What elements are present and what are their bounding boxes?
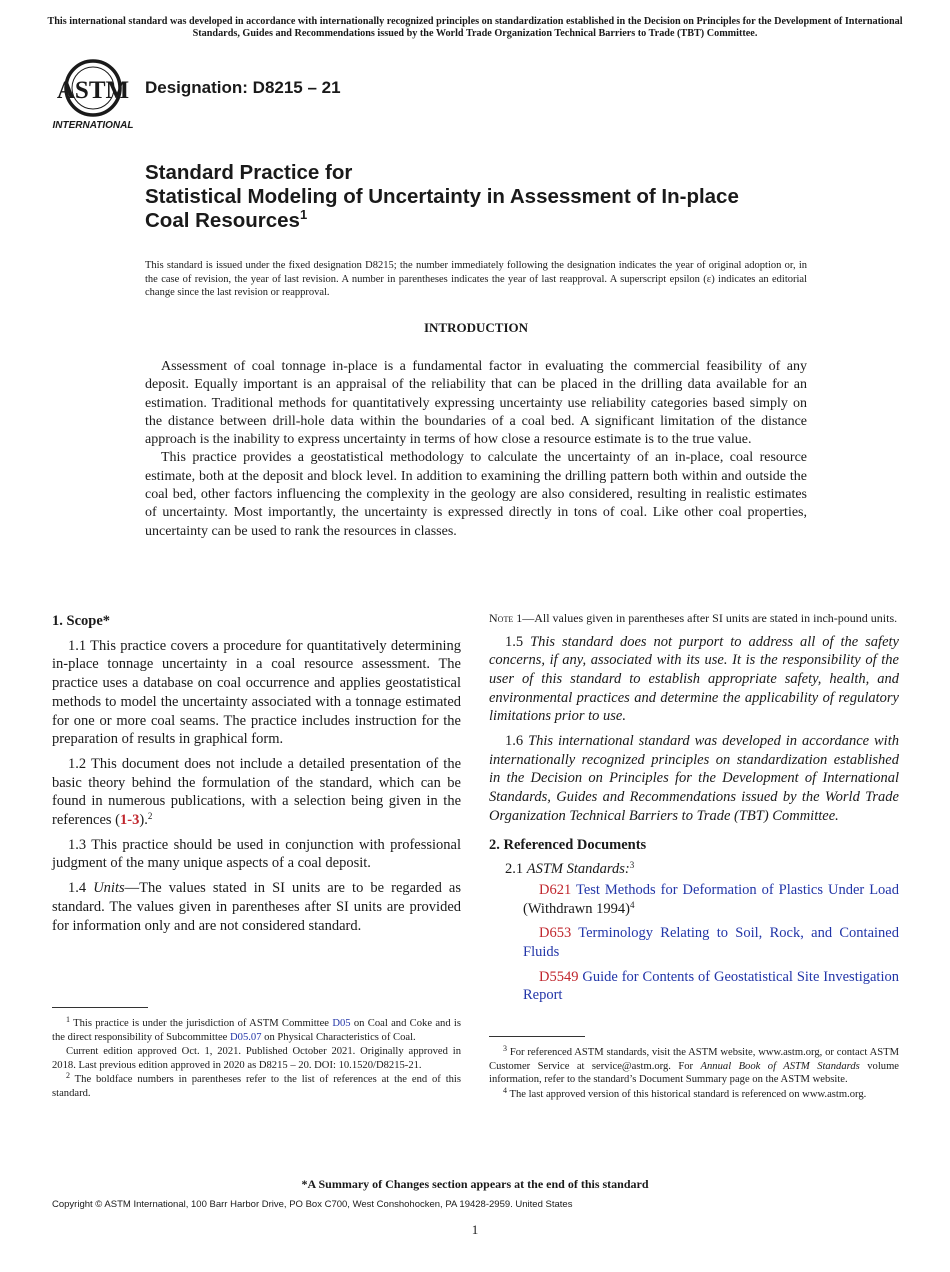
section-1-3: 1.3 This practice should be used in conjunction with professional judgment of the many unique aspects of a coal deposit.: [52, 836, 461, 872]
ref-extra: (Withdrawn 1994): [523, 900, 630, 917]
summary-of-changes-notice: *A Summary of Changes section appears at the end of this standard: [301, 1177, 649, 1191]
note-1: [489, 611, 899, 627]
ref-code[interactable]: D5549: [539, 968, 579, 985]
introduction-heading: INTRODUCTION: [423, 320, 528, 335]
footnote-4: [489, 1085, 899, 1102]
fn3-mark: 3: [503, 1044, 507, 1053]
subcommittee-d05-07-link[interactable]: D05.07: [230, 1031, 262, 1043]
page-number: 1: [471, 1222, 479, 1237]
footnote-mark-2: 2: [147, 811, 153, 822]
committee-d05-link[interactable]: D05: [332, 1018, 351, 1029]
scope-heading: 1. Scope*: [52, 613, 110, 629]
fn1-text-c: on Physical Characteristics of Coal.: [264, 1031, 416, 1043]
fn1-mark: 1: [66, 1015, 70, 1024]
fn3-text-a: For referenced ASTM standards, visit the ASTM website, www.astm.org, or contact ASTM Customer Service at service@astm.org. For: [489, 1047, 900, 1072]
footnote-mark-3: 3: [629, 860, 635, 871]
title-line2: Statistical Modeling of Uncertainty in Assessment of In-place Coal Resources: [145, 185, 739, 232]
document-title: [145, 161, 785, 233]
section-1-6: [489, 732, 899, 826]
footnote-mark-4: 4: [629, 899, 635, 910]
ref-title[interactable]: Terminology Relating to Soil, Rock, and Contained Fluids: [523, 925, 899, 961]
ref-d653[interactable]: [489, 924, 899, 961]
fn1-text-b: on Coal and Coke and is the direct responsibility of Subcommittee: [52, 1018, 461, 1043]
fn4-mark: 4: [503, 1085, 507, 1095]
right-column: [489, 611, 899, 1011]
section-1-5-text: This standard does not purport to address all of the safety concerns, if any, associated with its use. It is the responsibility of the user of this standard to establish appropriate safety, health, and environmental practices and determine the applicability of regulatory limitations prior to use.: [489, 633, 899, 725]
section-1-4-num: 1.4: [68, 880, 87, 897]
issued-notice: This standard is issued under the fixed designation D8215; the number immediately following the designation indicates the year of original adoption or, in the case of revision, the year of last revision. A number in parentheses indicates the year of last reapproval. A superscript epsilon (ε) indicates an editorial change since the last revision or reapproval.: [145, 260, 807, 298]
section-1-2-end: ).: [139, 812, 148, 829]
ref-title[interactable]: Test Methods for Deformation of Plastics Under Load: [575, 881, 899, 898]
astm-logo: [52, 56, 134, 132]
wto-notice: This international standard was developed in accordance with internationally recognized principles on standardization established in the Decision on Principles for the Development of International Standards, Guides and Recommendations issued by the World Trade Organization Technical Barriers to Trade (TBT) Committee.: [47, 16, 903, 39]
footnotes-left: [52, 1017, 461, 1102]
ref-code[interactable]: D621: [539, 881, 572, 898]
copyright: Copyright © ASTM International, 100 Barr Harbor Drive, PO Box C700, West Conshohocken, PA 19428-2959. United States: [52, 1199, 573, 1210]
left-column: [52, 612, 461, 941]
fn2-mark: 2: [66, 1071, 70, 1081]
footnote-rule-left: [52, 1007, 148, 1008]
footnotes-right: [489, 1046, 899, 1102]
footnote-2: [52, 1073, 461, 1100]
logo-bottom-text: INTERNATIONAL: [52, 120, 134, 131]
introduction: [145, 358, 807, 541]
ref-d5549[interactable]: [489, 968, 899, 1005]
fn1-text-a: This practice is under the jurisdiction of ASTM Committee: [73, 1018, 329, 1029]
ref-code[interactable]: D653: [539, 925, 572, 942]
section-1-5-num: 1.5: [505, 633, 524, 650]
footnote-3: [489, 1046, 899, 1087]
section-2-1-italic: ASTM Standards:: [526, 861, 630, 878]
note-1-text: —All values given in parentheses after SI units are stated in inch-pound units.: [522, 611, 898, 625]
section-2-1-num: 2.1: [505, 861, 524, 878]
section-1-6-num: 1.6: [505, 733, 524, 750]
fn3-italic: Annual Book of ASTM Standards: [700, 1060, 860, 1072]
fn3-text-b: volume information, refer to the standard’s Document Summary page on the ASTM website.: [489, 1060, 900, 1086]
footnote-1-edition: Current edition approved Oct. 1, 2021. Published October 2021. Originally approved in 2018. Last previous edition approved in 2020 as D8215 – 20. DOI: 10.1520/D8215-21.: [52, 1046, 461, 1071]
section-1-5: [489, 633, 899, 727]
logo-top-text: ASTM: [56, 77, 130, 104]
footnote-1: [52, 1017, 461, 1044]
ref-d621[interactable]: [489, 881, 899, 918]
intro-paragraph-1: Assessment of coal tonnage in-place is a fundamental factor in evaluating the commercial feasibility of any deposit. Equally important is an appraisal of the reliability that can be placed in the drilling data available for an estimation. Traditional methods for quantitatively expressing uncertainty use reliability categories based simply on the distance between drill-hole data within the boundaries of a coal bed. A significant limitation of the distance approach is the inability to express uncertainty in terms of how close a resource estimate is to the true value.: [145, 359, 807, 448]
footnote-rule-right: [489, 1036, 585, 1037]
designation: Designation: D8215 – 21: [145, 78, 341, 97]
fn4-text: The last approved version of this historical standard is referenced on www.astm.org.: [509, 1088, 867, 1100]
section-1-1: 1.1 This practice covers a procedure for quantitatively determining in-place tonnage uncertainty in a coal resource assessment. The practice uses a database on coal occurrence and applies geostatistical methods to model the uncertainty associated with a tonnage estimated for one or more coal seams. The practice includes instruction for the preparation of results in graphical form.: [52, 637, 461, 748]
reference-link-1-3[interactable]: 1-3: [120, 812, 140, 829]
referenced-documents-heading: 2. Referenced Documents: [489, 836, 647, 853]
section-1-4: [52, 879, 461, 935]
ref-title[interactable]: Guide for Contents of Geostatistical Site Investigation Report: [523, 968, 899, 1004]
section-2-1: [489, 860, 899, 879]
intro-paragraph-2: This practice provides a geostatistical methodology to calculate the uncertainty of an in-place, coal resource estimate, both at the deposit and block level. In addition to examining the drilling pattern both within and outside the coal bed, other factors influencing the complexity in the geology are also considered, resulting in realistic estimates of uncertainty. Most importantly, the uncertainty is expressed directly in tons of coal. Like other coal properties, uncertainty can be used to rank the resources in classes.: [145, 450, 807, 539]
title-line1: Standard Practice for: [145, 161, 353, 184]
section-1-2-text: 1.2 This document does not include a detailed presentation of the basic theory behind the formulation of the standard, which can be found in numerous publications, with a selection being given in the references (: [52, 755, 461, 829]
note-1-label: Note 1: [489, 611, 523, 625]
fn2-text: The boldface numbers in parentheses refer to the list of references at the end of this standard.: [52, 1074, 461, 1099]
section-1-6-text: This international standard was developed in accordance with internationally recognized principles on standardization established in the Decision on Principles for the Development of International Standards, Guides and Recommendations issued by the World Trade Organization Technical Barriers to Trade (TBT) Committee.: [489, 733, 899, 824]
section-1-4-rest: —The values stated in SI units are to be regarded as standard. The values given in parentheses after SI units are provided for information only and are not considered standard.: [52, 880, 462, 934]
section-1-2: [52, 755, 461, 830]
section-1-4-italic: Units: [93, 880, 125, 897]
title-footnote-mark: 1: [299, 207, 308, 222]
